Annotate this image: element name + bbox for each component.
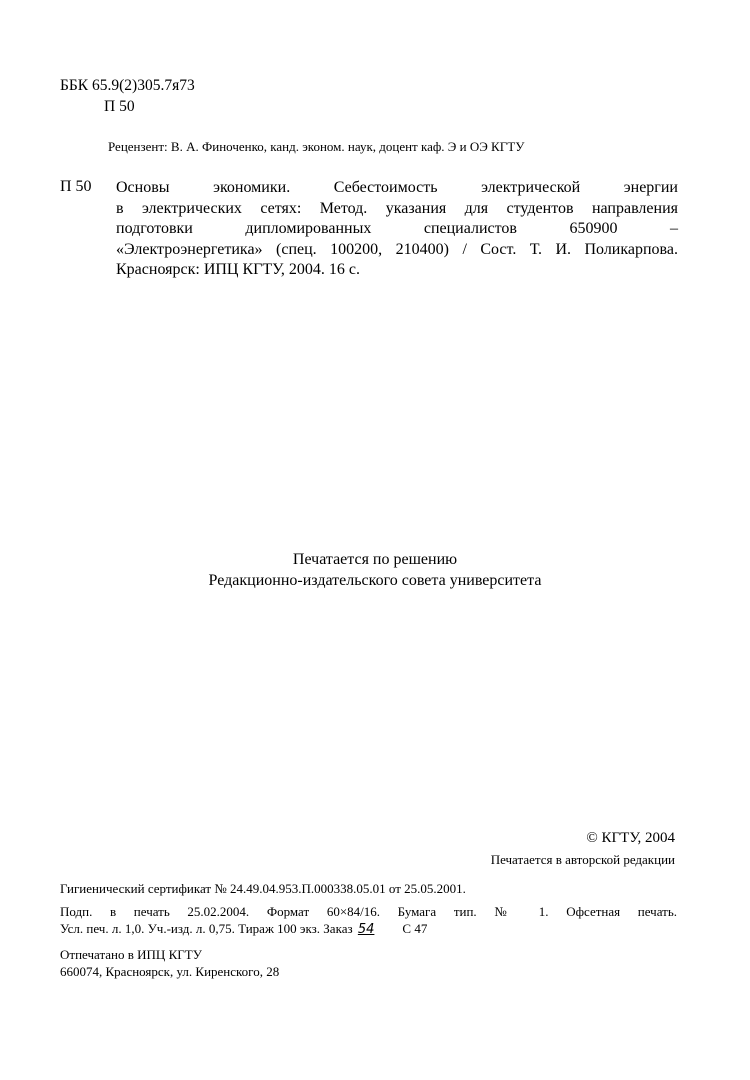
biblio-line: подготовки дипломированных специалистов 650900 – [116, 220, 678, 237]
copyright: © КГТУ, 2004 [586, 830, 675, 846]
print-code: С 47 [402, 921, 428, 936]
reviewer-line: Рецензент: В. А. Финоченко, канд. эконом. наук, доцент каф. Э и ОЭ КГТУ [108, 139, 525, 154]
author-sign-code: П 50 [104, 98, 135, 115]
decision-line-1: Печатается по решению [292, 551, 458, 568]
biblio-code: П 50 [60, 178, 92, 195]
edition-note: Печатается в авторской редакции [490, 852, 675, 867]
signed-for-print-line: Подп. в печать 25.02.2004. Формат 60×84/16. Бумага тип. № 1. Офсетная печать. [60, 904, 677, 919]
biblio-line: в электрических сетях: Метод. указания для студентов направления [116, 199, 678, 217]
sheets-text: Усл. печ. л. 1,0. Уч.-изд. л. 0,75. Тираж 100 экз. Заказ [60, 921, 353, 936]
bibliographic-description [116, 178, 678, 281]
decision-line-2: Редакционно-издательского совета университета [208, 571, 542, 589]
printer-address: 660074, Красноярск, ул. Киренского, 28 [60, 964, 280, 979]
biblio-line: Красноярск: ИПЦ КГТУ, 2004. 16 с. [116, 261, 360, 278]
order-number: 54 [357, 922, 375, 937]
printed-at: Отпечатано в ИПЦ КГТУ [60, 947, 202, 962]
sheets-line [60, 921, 427, 937]
biblio-line: Основы экономики. Себестоимость электрической энергии [116, 179, 678, 196]
hygienic-certificate: Гигиенический сертификат № 24.49.04.953.П.000338.05.01 от 25.05.2001. [60, 881, 466, 896]
publication-decision [0, 550, 750, 591]
biblio-line: «Электроэнергетика» (спец. 100200, 210400) / Сост. Т. И. Поликарпова. [116, 240, 678, 258]
bbk-classification: ББК 65.9(2)305.7я73 [60, 77, 195, 94]
